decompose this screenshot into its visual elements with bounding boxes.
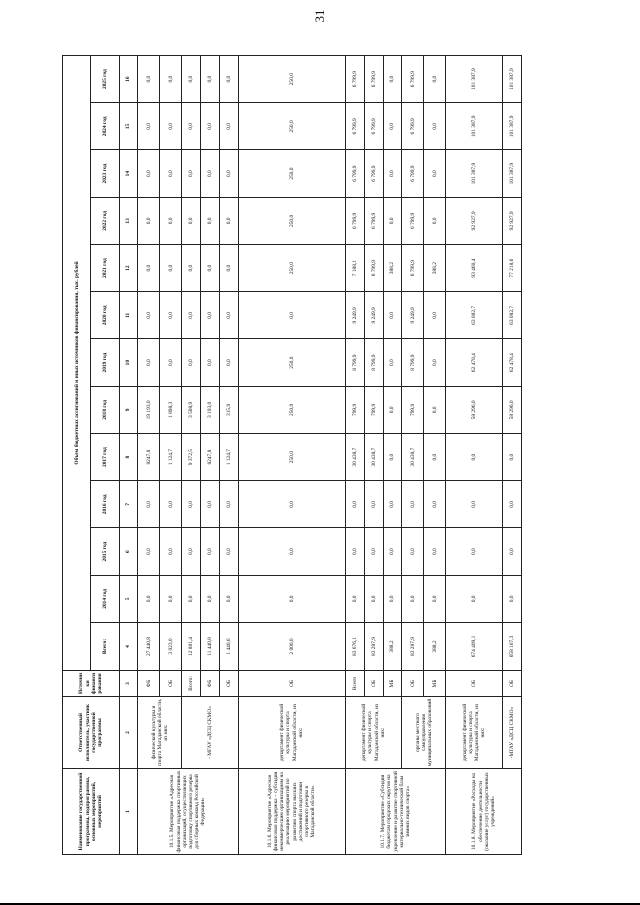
value-cell: 0,0 xyxy=(383,575,402,622)
value-cell: 101 387,9 xyxy=(446,103,503,150)
header-year: 2017 год xyxy=(91,434,119,481)
value-cell: 9 249,9 xyxy=(345,292,364,339)
value-cell: 0,0 xyxy=(201,103,220,150)
total-cell: 83 287,9 xyxy=(364,623,383,671)
column-number: 11 xyxy=(119,292,138,339)
value-cell: 0,0 xyxy=(446,481,503,528)
value-cell: 6 799,9 xyxy=(402,150,424,197)
column-number: 3 xyxy=(119,671,138,697)
value-cell: 0,0 xyxy=(503,575,522,622)
source-cell: ОБ xyxy=(238,671,345,697)
value-cell: 0,0 xyxy=(201,245,220,292)
value-cell: 0,0 xyxy=(138,197,160,244)
budget-table xyxy=(62,55,522,855)
column-number-row xyxy=(119,56,138,855)
value-cell: 388,2 xyxy=(424,245,446,292)
value-cell: 30 438,7 xyxy=(364,434,383,481)
value-cell: 8 799,9 xyxy=(402,339,424,386)
value-cell: 101 387,9 xyxy=(503,150,522,197)
value-cell: 6 799,9 xyxy=(364,245,383,292)
value-cell: 0,0 xyxy=(182,292,201,339)
value-cell: 30 438,7 xyxy=(345,434,364,481)
value-cell: 0,0 xyxy=(383,528,402,575)
value-cell: 101 387,9 xyxy=(503,103,522,150)
value-cell: 0,0 xyxy=(345,528,364,575)
header-year: 2020 год xyxy=(91,292,119,339)
value-cell: 6 799,9 xyxy=(364,197,383,244)
source-cell: МБ xyxy=(424,671,446,697)
column-number: 9 xyxy=(119,386,138,433)
value-cell: 0,0 xyxy=(219,575,238,622)
value-cell: 6 799,9 xyxy=(345,56,364,103)
value-cell: 93 460,4 xyxy=(446,245,503,292)
value-cell: 62 478,4 xyxy=(503,339,522,386)
value-cell: 799,9 xyxy=(364,386,383,433)
value-cell: 0,0 xyxy=(182,245,201,292)
value-cell: 1 124,7 xyxy=(160,434,182,481)
header-year: 2019 год xyxy=(91,339,119,386)
value-cell: 0,0 xyxy=(424,103,446,150)
value-cell: 0,0 xyxy=(160,575,182,622)
value-cell: 9 249,9 xyxy=(364,292,383,339)
header-year: 2024 год xyxy=(91,103,119,150)
value-cell: 1 124,7 xyxy=(219,434,238,481)
header-year: 2023 год xyxy=(91,150,119,197)
value-cell: 0,0 xyxy=(182,528,201,575)
value-cell: 0,0 xyxy=(345,481,364,528)
source-cell: ФБ xyxy=(138,671,160,697)
column-number: 8 xyxy=(119,434,138,481)
value-cell: 0,0 xyxy=(383,56,402,103)
table-row xyxy=(182,56,201,855)
value-cell: 0,0 xyxy=(201,481,220,528)
value-cell: 0,0 xyxy=(424,575,446,622)
header-executor: Ответственный исполнитель, участник государственной программы xyxy=(63,697,120,769)
value-cell: 0,0 xyxy=(424,339,446,386)
value-cell: 0,0 xyxy=(160,197,182,244)
value-cell: 6 799,9 xyxy=(364,56,383,103)
value-cell: 8 799,9 xyxy=(364,339,383,386)
value-cell: 0,0 xyxy=(446,575,503,622)
value-cell: 0,0 xyxy=(182,575,201,622)
value-cell: 6 799,9 xyxy=(345,103,364,150)
total-cell: 2 000,0 xyxy=(238,623,345,671)
value-cell: 0,0 xyxy=(138,528,160,575)
value-cell: 30 438,7 xyxy=(402,434,424,481)
column-number: 1 xyxy=(119,769,138,855)
source-cell: ОБ xyxy=(160,671,182,697)
value-cell: 3 508,9 xyxy=(182,386,201,433)
value-cell: 0,0 xyxy=(160,103,182,150)
value-cell: 92 927,9 xyxy=(446,197,503,244)
header-row xyxy=(63,56,91,855)
value-cell: 19 193,0 xyxy=(138,386,160,433)
value-cell: 0,0 xyxy=(383,339,402,386)
source-cell: ФБ xyxy=(201,671,220,697)
total-cell: 27 440,8 xyxy=(138,623,160,671)
activity-name: 10.1.6. Мероприятие «Адресная финансовая поддержка – субсидии некоммерческим организациям на реализацию мероприятий по развитию спорта высших достижений и подготовки спортивного резерва в Магаданской области» xyxy=(238,769,345,855)
value-cell: 6 799,9 xyxy=(402,56,424,103)
page-number: 31 xyxy=(312,9,327,23)
value-cell: 0,0 xyxy=(503,528,522,575)
value-cell: 0,0 xyxy=(219,56,238,103)
value-cell: 77 218,6 xyxy=(503,245,522,292)
header-year: 2022 год xyxy=(91,197,119,244)
value-cell: 0,0 xyxy=(383,197,402,244)
budget-table-rotated xyxy=(62,55,522,855)
header-year: 2018 год xyxy=(91,386,119,433)
value-cell: 9 249,9 xyxy=(402,292,424,339)
value-cell: 0,0 xyxy=(219,481,238,528)
header-year: 2014 год xyxy=(91,575,119,622)
value-cell: 58 296,0 xyxy=(503,386,522,433)
value-cell: 250,0 xyxy=(238,434,345,481)
value-cell: 0,0 xyxy=(446,528,503,575)
value-cell: 7 188,1 xyxy=(345,245,364,292)
header-year: 2016 год xyxy=(91,481,119,528)
value-cell: 250,0 xyxy=(238,150,345,197)
value-cell: 0,0 xyxy=(138,56,160,103)
value-cell: 0,0 xyxy=(383,386,402,433)
total-cell: 12 881,4 xyxy=(182,623,201,671)
value-cell: 0,0 xyxy=(160,481,182,528)
value-cell: 0,0 xyxy=(424,528,446,575)
total-cell: 83 287,9 xyxy=(402,623,424,671)
value-cell: 0,0 xyxy=(160,528,182,575)
value-cell: 6 799,9 xyxy=(345,150,364,197)
value-cell: 0,0 xyxy=(138,575,160,622)
table-row xyxy=(503,56,522,855)
activity-name: 10.1.7. Мероприятие «Субсидии бюджетам городских округов на укрепление и развитие спортивной материально-технической базы зимних видов спорта» xyxy=(345,769,446,855)
activity-name: 10.1.5. Мероприятие «Адресная финансовая поддержка спортивных организаций, осуществляющих подготовку спортивного резерва для сборных команд Российской Федерации» xyxy=(138,769,238,855)
header-total: Всего: xyxy=(91,623,119,671)
column-number: 6 xyxy=(119,528,138,575)
value-cell: 0,0 xyxy=(424,150,446,197)
value-cell: 0,0 xyxy=(383,481,402,528)
value-cell: 0,0 xyxy=(138,481,160,528)
total-cell: 658 167,3 xyxy=(503,623,522,671)
executor-cell: -МГАУ «ДСЦ СКМО» xyxy=(503,697,522,769)
value-cell: 6 799,9 xyxy=(364,103,383,150)
value-cell: 0,0 xyxy=(182,56,201,103)
column-number: 5 xyxy=(119,575,138,622)
value-cell: 0,0 xyxy=(424,481,446,528)
value-cell: 0,0 xyxy=(383,434,402,481)
value-cell: 0,0 xyxy=(219,103,238,150)
value-cell: 0,0 xyxy=(182,197,201,244)
value-cell: 0,0 xyxy=(402,481,424,528)
value-cell: 101 387,9 xyxy=(503,56,522,103)
value-cell: 0,0 xyxy=(219,197,238,244)
value-cell: 101 387,9 xyxy=(446,56,503,103)
value-cell: 0,0 xyxy=(402,528,424,575)
value-cell: 8 799,9 xyxy=(345,339,364,386)
value-cell: 0,0 xyxy=(219,245,238,292)
value-cell: 0,0 xyxy=(424,386,446,433)
header-funding-group: Объем бюджетных ассигнований и иных источников финансирования, тыс. рублей xyxy=(63,56,91,671)
value-cell: 0,0 xyxy=(503,481,522,528)
value-cell: 0,0 xyxy=(201,339,220,386)
value-cell: 388,2 xyxy=(383,245,402,292)
total-cell: 3 023,0 xyxy=(160,623,182,671)
value-cell: 63 082,7 xyxy=(446,292,503,339)
value-cell: 0,0 xyxy=(138,292,160,339)
value-cell: 9 372,5 xyxy=(182,434,201,481)
activity-name: 10.1.8. Мероприятие «Расходы на обеспечение деятельности (оказание услуг) государственных учреждений» xyxy=(446,769,522,855)
value-cell: 0,0 xyxy=(424,434,446,481)
value-cell: 6 799,9 xyxy=(402,245,424,292)
executor-cell: департамент физической культуры и спорта Магаданской области, из них: xyxy=(446,697,503,769)
table-row xyxy=(138,56,160,855)
value-cell: 6 799,9 xyxy=(364,150,383,197)
value-cell: 0,0 xyxy=(138,245,160,292)
value-cell: 0,0 xyxy=(219,339,238,386)
value-cell: 0,0 xyxy=(383,292,402,339)
value-cell: 0,0 xyxy=(402,575,424,622)
value-cell: 0,0 xyxy=(238,575,345,622)
value-cell: 0,0 xyxy=(160,339,182,386)
source-cell: Всего xyxy=(345,671,364,697)
value-cell: 250,0 xyxy=(238,197,345,244)
total-cell: 83 676,1 xyxy=(345,623,364,671)
executor-cell: физической культуры и спорта Магаданской области, из них: xyxy=(138,697,182,769)
source-cell: МБ xyxy=(383,671,402,697)
value-cell: 0,0 xyxy=(345,575,364,622)
value-cell: 0,0 xyxy=(201,528,220,575)
column-number: 13 xyxy=(119,197,138,244)
total-cell: 1 440,6 xyxy=(219,623,238,671)
value-cell: 6 799,9 xyxy=(402,103,424,150)
value-cell: 0,0 xyxy=(219,528,238,575)
total-cell: 674 409,1 xyxy=(446,623,503,671)
value-cell: 0,0 xyxy=(219,150,238,197)
header-year: 2025 год xyxy=(91,56,119,103)
total-cell: 388,2 xyxy=(383,623,402,671)
value-cell: 101 387,9 xyxy=(446,150,503,197)
value-cell: 3 193,0 xyxy=(201,386,220,433)
value-cell: 0,0 xyxy=(383,150,402,197)
value-cell: 0,0 xyxy=(201,56,220,103)
value-cell: 0,0 xyxy=(201,197,220,244)
value-cell: 315,9 xyxy=(219,386,238,433)
value-cell: 0,0 xyxy=(182,481,201,528)
value-cell: 250,0 xyxy=(238,56,345,103)
value-cell: 0,0 xyxy=(160,245,182,292)
source-cell: ОБ xyxy=(446,671,503,697)
column-number: 16 xyxy=(119,56,138,103)
value-cell: 250,0 xyxy=(238,245,345,292)
value-cell: 0,0 xyxy=(364,481,383,528)
source-cell: ОБ xyxy=(219,671,238,697)
value-cell: 0,0 xyxy=(503,434,522,481)
value-cell: 0,0 xyxy=(446,434,503,481)
value-cell: 8247,8 xyxy=(138,434,160,481)
value-cell: 0,0 xyxy=(238,528,345,575)
source-cell: Всего: xyxy=(182,671,201,697)
value-cell: 799,9 xyxy=(345,386,364,433)
value-cell: 0,0 xyxy=(138,150,160,197)
column-number: 14 xyxy=(119,150,138,197)
column-number: 10 xyxy=(119,339,138,386)
header-year: 2015 год xyxy=(91,528,119,575)
value-cell: 0,0 xyxy=(201,150,220,197)
executor-cell: органы местного самоуправления муниципальных образований xyxy=(402,697,446,769)
column-number: 15 xyxy=(119,103,138,150)
value-cell: 8247,8 xyxy=(201,434,220,481)
value-cell: 0,0 xyxy=(424,56,446,103)
value-cell: 0,0 xyxy=(424,292,446,339)
header-name: Наименование государственной программы, подпрограммы, основных мероприятий, мероприятий xyxy=(63,769,120,855)
value-cell: 0,0 xyxy=(383,103,402,150)
value-cell: 1 898,3 xyxy=(160,386,182,433)
value-cell: 6 799,9 xyxy=(345,197,364,244)
table-row xyxy=(345,56,364,855)
value-cell: 63 082,7 xyxy=(503,292,522,339)
value-cell: 250,0 xyxy=(238,386,345,433)
value-cell: 0,0 xyxy=(160,56,182,103)
table-row xyxy=(446,56,503,855)
value-cell: 0,0 xyxy=(182,103,201,150)
executor-cell: департамент физической культуры и спорта Магаданской области, из них: xyxy=(238,697,345,769)
value-cell: 0,0 xyxy=(364,575,383,622)
value-cell: 250,0 xyxy=(238,103,345,150)
value-cell: 0,0 xyxy=(160,150,182,197)
value-cell: 6 799,9 xyxy=(402,197,424,244)
source-cell: ОБ xyxy=(503,671,522,697)
table-row xyxy=(402,56,424,855)
total-cell: 11 440,8 xyxy=(201,623,220,671)
value-cell: 0,0 xyxy=(238,292,345,339)
value-cell: 62 478,4 xyxy=(446,339,503,386)
value-cell: 0,0 xyxy=(238,481,345,528)
column-number: 4 xyxy=(119,623,138,671)
value-cell: 92 927,9 xyxy=(503,197,522,244)
header-year: 2021 год xyxy=(91,245,119,292)
value-cell: 58 296,0 xyxy=(446,386,503,433)
source-cell: ОБ xyxy=(402,671,424,697)
executor-cell: департамент физической культуры и спорта Магаданской области, из них: xyxy=(345,697,402,769)
value-cell: 0,0 xyxy=(219,292,238,339)
value-cell: 0,0 xyxy=(138,103,160,150)
column-number: 7 xyxy=(119,481,138,528)
value-cell: 0,0 xyxy=(138,339,160,386)
column-number: 12 xyxy=(119,245,138,292)
value-cell: 799,9 xyxy=(402,386,424,433)
column-number: 2 xyxy=(119,697,138,769)
total-cell: 388,2 xyxy=(424,623,446,671)
value-cell: 0,0 xyxy=(182,339,201,386)
value-cell: 0,0 xyxy=(160,292,182,339)
executor-cell: - МГАУ «ДСЦ СКМО» xyxy=(182,697,238,769)
source-cell: ОБ xyxy=(364,671,383,697)
value-cell: 0,0 xyxy=(201,292,220,339)
value-cell: 0,0 xyxy=(182,150,201,197)
value-cell: 0,0 xyxy=(364,528,383,575)
value-cell: 0,0 xyxy=(424,197,446,244)
table-row xyxy=(238,56,345,855)
header-source: Источники финансирования xyxy=(63,671,120,697)
value-cell: 250,0 xyxy=(238,339,345,386)
value-cell: 0,0 xyxy=(201,575,220,622)
